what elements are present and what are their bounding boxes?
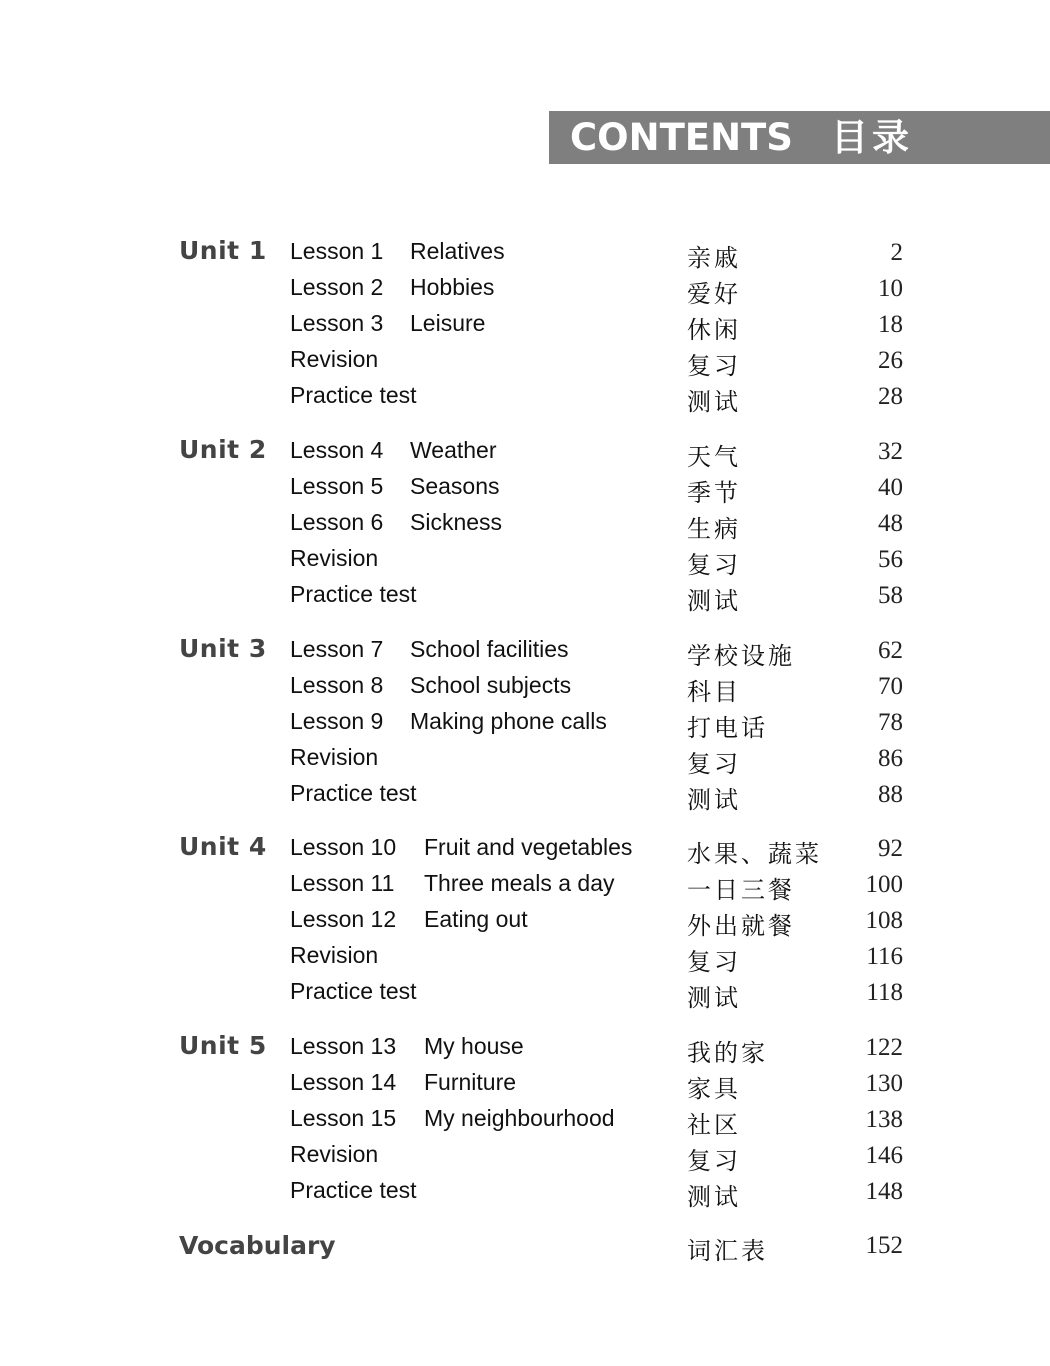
lesson-title: Seasons [410, 473, 500, 499]
lesson-title-cn: 休闲 [687, 316, 741, 344]
page-number: 18 [878, 311, 903, 338]
lesson-number: Lesson 14 [290, 1069, 397, 1095]
page-number: 40 [878, 474, 903, 501]
page-number: 58 [878, 582, 903, 609]
lesson-number: Lesson 7 [290, 636, 384, 662]
lesson-number: Lesson 12 [290, 906, 397, 932]
unit-label: Unit 4 [179, 832, 267, 861]
lesson-number: Lesson 2 [290, 274, 384, 300]
page-number: 78 [878, 709, 903, 736]
lesson-title-cn: 水果、蔬菜 [687, 840, 822, 868]
unit-label: Unit 5 [179, 1031, 267, 1060]
lesson-title: School subjects [410, 672, 572, 698]
lesson-title-cn: 我的家 [687, 1039, 768, 1067]
toc-row[interactable] [0, 274, 1050, 310]
lesson-title-cn: 复习 [687, 1147, 741, 1175]
lesson-title-cn: 社区 [687, 1111, 741, 1139]
lesson-title-cn: 学校设施 [687, 642, 795, 670]
page-number: 10 [878, 275, 903, 302]
page-number: 28 [878, 383, 903, 410]
toc-row[interactable] [0, 672, 1050, 708]
page-number: 118 [866, 979, 903, 1006]
toc-row[interactable] [0, 545, 1050, 581]
lesson-title-cn: 家具 [687, 1075, 741, 1103]
page-number: 32 [878, 438, 903, 465]
toc-row[interactable] [0, 636, 1050, 672]
practice-test-label: Practice test [290, 780, 417, 806]
toc-row[interactable] [0, 834, 1050, 870]
page-number: 116 [866, 943, 903, 970]
page-number: 70 [878, 673, 903, 700]
toc-row[interactable] [0, 346, 1050, 382]
lesson-title-cn: 季节 [687, 479, 741, 507]
page-number: 130 [865, 1070, 903, 1097]
lesson-title-cn: 科目 [687, 678, 741, 706]
toc-row[interactable] [0, 1069, 1050, 1105]
toc-row[interactable] [0, 1177, 1050, 1213]
toc-row[interactable] [0, 978, 1050, 1014]
revision-label: Revision [290, 545, 379, 571]
lesson-number: Lesson 13 [290, 1033, 397, 1059]
lesson-number: Lesson 11 [290, 870, 395, 896]
page-number: 2 [890, 239, 903, 266]
lesson-number: Lesson 10 [290, 834, 397, 860]
toc-row[interactable] [0, 870, 1050, 906]
lesson-title: Furniture [424, 1069, 517, 1095]
vocabulary-label: Vocabulary [179, 1231, 336, 1260]
title-english: CONTENTS [570, 116, 793, 159]
page-number: 108 [865, 907, 903, 934]
toc-row[interactable] [0, 382, 1050, 418]
lesson-title: Leisure [410, 310, 486, 336]
vocabulary-label-cn: 词汇表 [687, 1237, 768, 1265]
lesson-title: Hobbies [410, 274, 495, 300]
toc-row[interactable] [0, 473, 1050, 509]
toc-row[interactable] [0, 708, 1050, 744]
lesson-number: Lesson 9 [290, 708, 384, 734]
lesson-title-cn: 测试 [687, 984, 741, 1012]
vocabulary-row[interactable] [0, 1231, 1050, 1267]
lesson-number: Lesson 6 [290, 509, 384, 535]
lesson-title: School facilities [410, 636, 569, 662]
page-number: 148 [865, 1178, 903, 1205]
lesson-title-cn: 亲戚 [687, 244, 741, 272]
practice-test-label: Practice test [290, 581, 417, 607]
lesson-title-cn: 测试 [687, 786, 741, 814]
toc-row[interactable] [0, 780, 1050, 816]
lesson-title: Three meals a day [424, 870, 615, 896]
lesson-title-cn: 复习 [687, 352, 741, 380]
lesson-title: Sickness [410, 509, 503, 535]
lesson-number: Lesson 3 [290, 310, 384, 336]
lesson-title-cn: 测试 [687, 587, 741, 615]
page-number: 92 [878, 835, 903, 862]
unit-label: Unit 1 [179, 236, 267, 265]
page-number: 26 [878, 347, 903, 374]
lesson-number: Lesson 1 [290, 238, 384, 264]
lesson-number: Lesson 15 [290, 1105, 397, 1131]
page-number: 138 [865, 1106, 903, 1133]
revision-label: Revision [290, 1141, 379, 1167]
lesson-title-cn: 复习 [687, 948, 741, 976]
toc-row[interactable] [0, 906, 1050, 942]
practice-test-label: Practice test [290, 1177, 417, 1203]
lesson-title: Eating out [424, 906, 528, 932]
practice-test-label: Practice test [290, 978, 417, 1004]
lesson-title-cn: 复习 [687, 750, 741, 778]
lesson-title-cn: 爱好 [687, 280, 741, 308]
lesson-title-cn: 打电话 [687, 714, 768, 742]
revision-label: Revision [290, 346, 379, 372]
lesson-title: My neighbourhood [424, 1105, 615, 1131]
toc-row[interactable] [0, 310, 1050, 346]
lesson-number: Lesson 8 [290, 672, 384, 698]
lesson-title: Weather [410, 437, 497, 463]
page-number: 146 [865, 1142, 903, 1169]
toc-row[interactable] [0, 238, 1050, 274]
revision-label: Revision [290, 744, 379, 770]
page-number: 152 [865, 1232, 903, 1259]
page-number: 56 [878, 546, 903, 573]
page-number: 48 [878, 510, 903, 537]
lesson-title: Fruit and vegetables [424, 834, 633, 860]
revision-label: Revision [290, 942, 379, 968]
toc-row[interactable] [0, 509, 1050, 545]
lesson-title-cn: 天气 [687, 443, 741, 471]
page-number: 86 [878, 745, 903, 772]
page-number: 88 [878, 781, 903, 808]
lesson-title-cn: 外出就餐 [687, 912, 795, 940]
unit-label: Unit 2 [179, 435, 267, 464]
lesson-title-cn: 复习 [687, 551, 741, 579]
lesson-title: Making phone calls [410, 708, 607, 734]
lesson-title-cn: 测试 [687, 388, 741, 416]
toc-row[interactable] [0, 1033, 1050, 1069]
practice-test-label: Practice test [290, 382, 417, 408]
toc-row[interactable] [0, 437, 1050, 473]
toc-row[interactable] [0, 1105, 1050, 1141]
lesson-title-cn: 一日三餐 [687, 876, 795, 904]
page-number: 100 [865, 871, 903, 898]
lesson-title-cn: 测试 [687, 1183, 741, 1211]
lesson-title: My house [424, 1033, 524, 1059]
page-number: 62 [878, 637, 903, 664]
lesson-title-cn: 生病 [687, 515, 741, 543]
lesson-number: Lesson 4 [290, 437, 384, 463]
toc-row[interactable] [0, 942, 1050, 978]
toc-row[interactable] [0, 581, 1050, 617]
toc-row[interactable] [0, 1141, 1050, 1177]
lesson-number: Lesson 5 [290, 473, 384, 499]
title-chinese: 目录 [830, 116, 913, 159]
unit-label: Unit 3 [179, 634, 267, 663]
lesson-title: Relatives [410, 238, 505, 264]
toc-row[interactable] [0, 744, 1050, 780]
page-number: 122 [865, 1034, 903, 1061]
